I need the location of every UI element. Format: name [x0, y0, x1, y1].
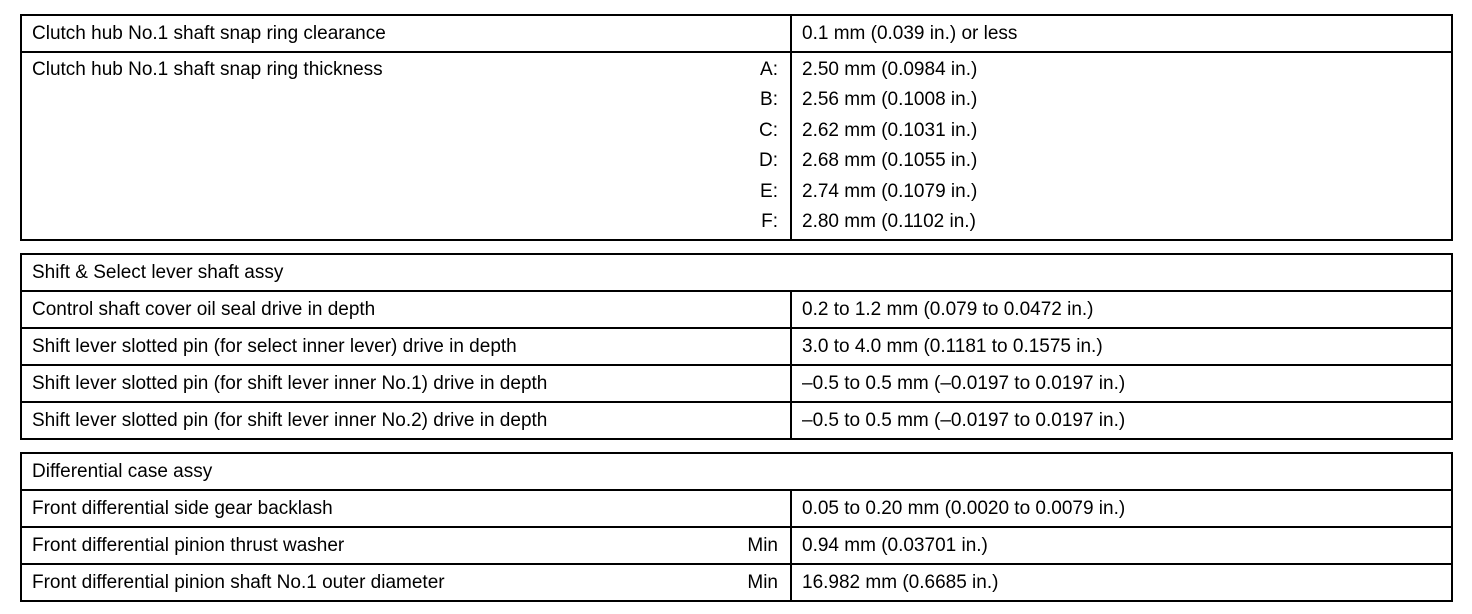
table-row [21, 328, 1452, 365]
spec-label-cell [21, 490, 791, 527]
spec-label: Front differential side gear backlash [32, 497, 333, 519]
option-letter: A: [760, 59, 778, 80]
table-row [21, 365, 1452, 402]
table-row [21, 564, 1452, 601]
spec-label: Shift lever slotted pin (for shift lever inner No.1) drive in depth [21, 365, 791, 402]
section-header-row [21, 453, 1452, 490]
spec-label: Clutch hub No.1 shaft snap ring thickness [32, 59, 383, 80]
spec-label-cell [21, 52, 791, 240]
spec-label: Front differential pinion thrust washer [32, 534, 345, 556]
section-header-row [21, 254, 1452, 291]
spec-value: 0.1 mm (0.039 in.) or less [791, 15, 1452, 52]
spec-value: 0.2 to 1.2 mm (0.079 to 0.0472 in.) [791, 291, 1452, 328]
spec-label: Control shaft cover oil seal drive in depth [21, 291, 791, 328]
table-row [21, 402, 1452, 439]
spec-label: Front differential pinion shaft No.1 outer diameter [32, 571, 445, 593]
section-header: Differential case assy [21, 453, 1452, 490]
spec-value: 3.0 to 4.0 mm (0.1181 to 0.1575 in.) [791, 328, 1452, 365]
table-row [21, 490, 1452, 527]
spec-label: Shift lever slotted pin (for select inner lever) drive in depth [21, 328, 791, 365]
option-letter: F: [761, 210, 778, 232]
option-value: 2.50 mm (0.0984 in.) [802, 59, 978, 80]
spec-label: Clutch hub No.1 shaft snap ring clearance [21, 15, 791, 52]
qualifier-min: Min [747, 571, 778, 593]
spec-value: 16.982 mm (0.6685 in.) [791, 564, 1452, 601]
option-value: 2.80 mm (0.1102 in.) [802, 210, 976, 232]
option-letters [759, 55, 778, 237]
clutch-spec-table [20, 14, 1453, 241]
spec-value: –0.5 to 0.5 mm (–0.0197 to 0.0197 in.) [791, 365, 1452, 402]
table-row [21, 291, 1452, 328]
option-letter: C: [759, 119, 778, 141]
option-letter: D: [759, 150, 778, 172]
spec-value: –0.5 to 0.5 mm (–0.0197 to 0.0197 in.) [791, 402, 1452, 439]
shift-spec-table [20, 253, 1453, 440]
differential-spec-table [20, 452, 1453, 602]
option-value: 2.56 mm (0.1008 in.) [802, 89, 978, 111]
table-row [21, 527, 1452, 564]
section-header: Shift & Select lever shaft assy [21, 254, 1452, 291]
spec-label-cell [21, 564, 791, 601]
spec-label-cell [21, 527, 791, 564]
spec-value: 0.05 to 0.20 mm (0.0020 to 0.0079 in.) [791, 490, 1452, 527]
spec-label: Shift lever slotted pin (for shift lever inner No.2) drive in depth [21, 402, 791, 439]
option-letter: B: [760, 89, 778, 111]
spec-value: 0.94 mm (0.03701 in.) [791, 527, 1452, 564]
table-row [21, 15, 1452, 52]
qualifier-min: Min [747, 534, 778, 556]
option-value: 2.68 mm (0.1055 in.) [802, 150, 978, 172]
table-row [21, 52, 1452, 240]
spec-value-cell [791, 52, 1452, 240]
option-letter: E: [760, 180, 778, 202]
option-value: 2.62 mm (0.1031 in.) [802, 119, 978, 141]
option-value: 2.74 mm (0.1079 in.) [802, 180, 978, 202]
